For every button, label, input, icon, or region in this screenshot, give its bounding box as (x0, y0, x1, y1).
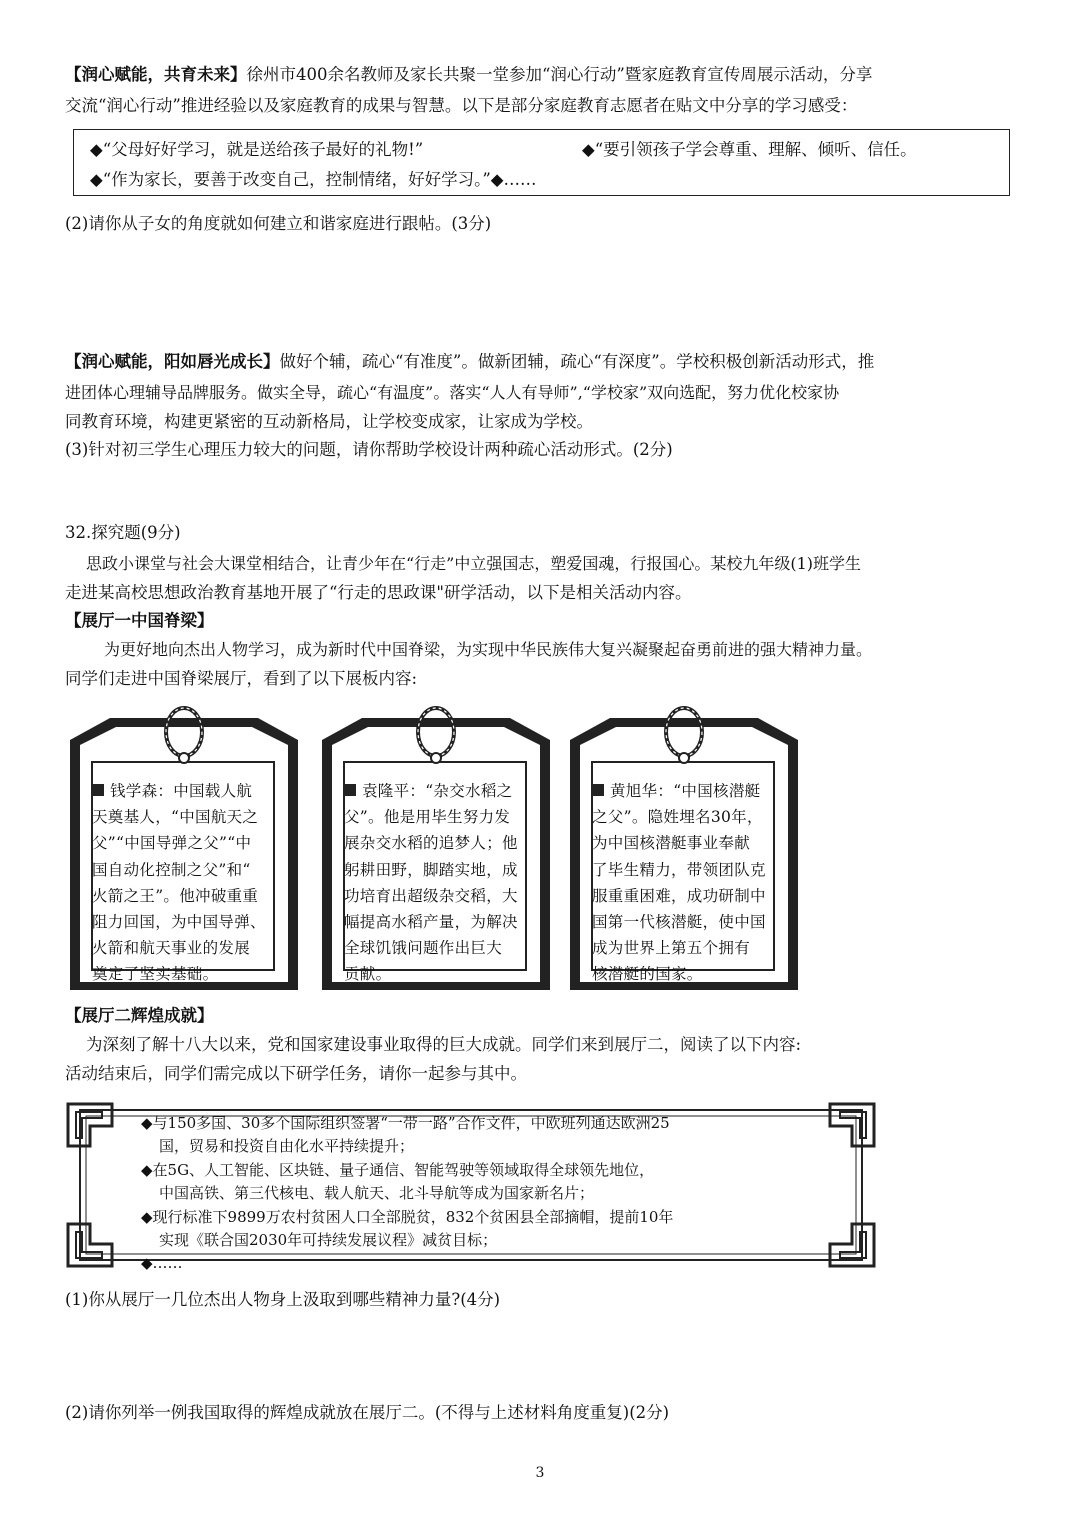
achievements-box (66, 1100, 876, 1273)
plaque-yuan-longping (322, 700, 550, 990)
hall1-line2: 同学们走进中国脊梁展厅，看到了以下展板内容: (65, 669, 418, 688)
quote-box (73, 129, 1010, 196)
page-number: 3 (535, 1465, 545, 1481)
bullet-square-icon (592, 784, 604, 796)
achievements-list (141, 1112, 673, 1276)
q32-heading: 32.探究题(9分) (65, 523, 181, 542)
achievement-line: 实现《联合国2030年可持续发展议程》减贫目标； (159, 1231, 498, 1250)
quote-1: ◆“父母好好学习，就是送给孩子最好的礼物!” (90, 140, 424, 159)
achievement-line: 国，贸易和投资自由化水平持续提升； (159, 1137, 415, 1156)
section1-title: 【润心赋能，共育未来】 (65, 65, 247, 84)
q32-intro-line2: 走进某高校思想政治教育基地开展了“行走的思政课"研学活动，以下是相关活动内容。 (65, 583, 692, 602)
question-2: (2)请你从子女的角度就如何建立和谐家庭进行跟帖。(3分) (65, 214, 492, 233)
q32-intro-line1: 思政小课堂与社会大课堂相结合，让青少年在“行走”中立强国志，塑爱国魂，行报国心。某校九年级(1)班学生 (86, 554, 862, 573)
plaque-qian-xuesen (70, 700, 298, 990)
achievement-line: ◆现行标准下9899万农村贫困人口全部脱贫，832个贫困县全部摘帽，提前10年 (141, 1207, 674, 1226)
quote-2: ◆“要引领孩子学会尊重、理解、倾听、信任。 (582, 140, 917, 159)
achievement-line: ◆…… (141, 1254, 183, 1273)
hall1-title: 【展厅一中国脊梁】 (65, 611, 214, 630)
hall1-line1: 为更好地向杰出人物学习，成为新时代中国脊梁，为实现中华民族伟大复兴凝聚起奋勇前进的强大精神力量。 (104, 640, 873, 659)
bullet-square-icon (92, 784, 104, 796)
section2-line1: 【润心赋能，阳如唇光成长】做好个辅，疏心“有准度”。做新团辅，疏心“有深度”。学校积极创新活动形式，推 (65, 352, 875, 371)
achievement-line: 中国高铁、第三代核电、载人航天、北斗导航等成为国家新名片； (159, 1184, 595, 1203)
achievement-line: ◆在5G、人工智能、区块链、量子通信、智能驾驶等领域取得全球领先地位， (141, 1160, 655, 1179)
sub-question-2: (2)请你列举一例我国取得的辉煌成就放在展厅二。(不得与上述材料角度重复)(2分) (65, 1403, 670, 1422)
hall2-line1: 为深刻了解十八大以来，党和国家建设事业取得的巨大成就。同学们来到展厅二，阅读了以下内容: (86, 1035, 802, 1054)
quote-3: ◆“作为家长，要善于改变自己，控制情绪，好好学习。”◆…… (90, 170, 537, 189)
plaque-huang-xuhua (570, 700, 798, 990)
plaque-text: 黄旭华：“中国核潜艇 之父”。隐姓埋名30年， 为中国核潜艇事业奉献 了毕生精力，带领团队克 服重重困难，成功研制中 国第一代核潜艇，使中国 成为世界上第五个拥有 核潜艇的国家。 (592, 782, 766, 984)
achievement-line: ◆与150多国、30多个国际组织签署“一带一路”合作文件，中欧班列通达欧洲25 (141, 1114, 670, 1132)
section1-intro-line1: 【润心赋能，共育未来】徐州市400余名教师及家长共聚一堂参加“润心行动”暨家庭教育宣传周展示活动，分享 (65, 65, 873, 84)
section2-title: 【润心赋能，阳如唇光成长】 (65, 352, 280, 371)
section1-intro-line2: 交流“润心行动”推进经验以及家庭教育的成果与智慧。以下是部分家庭教育志愿者在贴文中分享的学习感受： (65, 96, 858, 115)
section2-line2: 进团体心理辅导品牌服务。做实全导，疏心“有温度”。落实“人人有导师”,“学校家”双向选配，努力优化校家协 (65, 383, 840, 402)
bullet-square-icon (344, 784, 356, 796)
plaque-text: 袁隆平：“杂交水稻之 父”。他是用毕生努力发 展杂交水稻的追梦人；他 躬耕田野，脚踏实地，成 功培育出超级杂交稻，大 幅提高水稻产量，为解决 全球饥饿问题作出巨大 贡献。 (344, 782, 518, 984)
question-3: (3)针对初三学生心理压力较大的问题，请你帮助学校设计两种疏心活动形式。(2分) (65, 440, 673, 459)
plaque-text: 钱学森：中国载人航 天奠基人，“中国航天之 父”“中国导弹之父”“中 国自动化控制之父”和“ 火箭之王”。他冲破重重 阻力回国，为中国导弹、 火箭和航天事业的发展 奠定了坚实基础。 (92, 782, 266, 984)
hall2-title: 【展厅二辉煌成就】 (65, 1006, 214, 1025)
sub-question-1: (1)你从展厅一几位杰出人物身上汲取到哪些精神力量?(4分) (65, 1290, 501, 1309)
section2-line3: 同教育环境，构建更紧密的互动新格局，让学校变成家，让家成为学校。 (65, 412, 593, 431)
hall2-line2: 活动结束后，同学们需完成以下研学任务，请你一起参与其中。 (65, 1064, 527, 1083)
